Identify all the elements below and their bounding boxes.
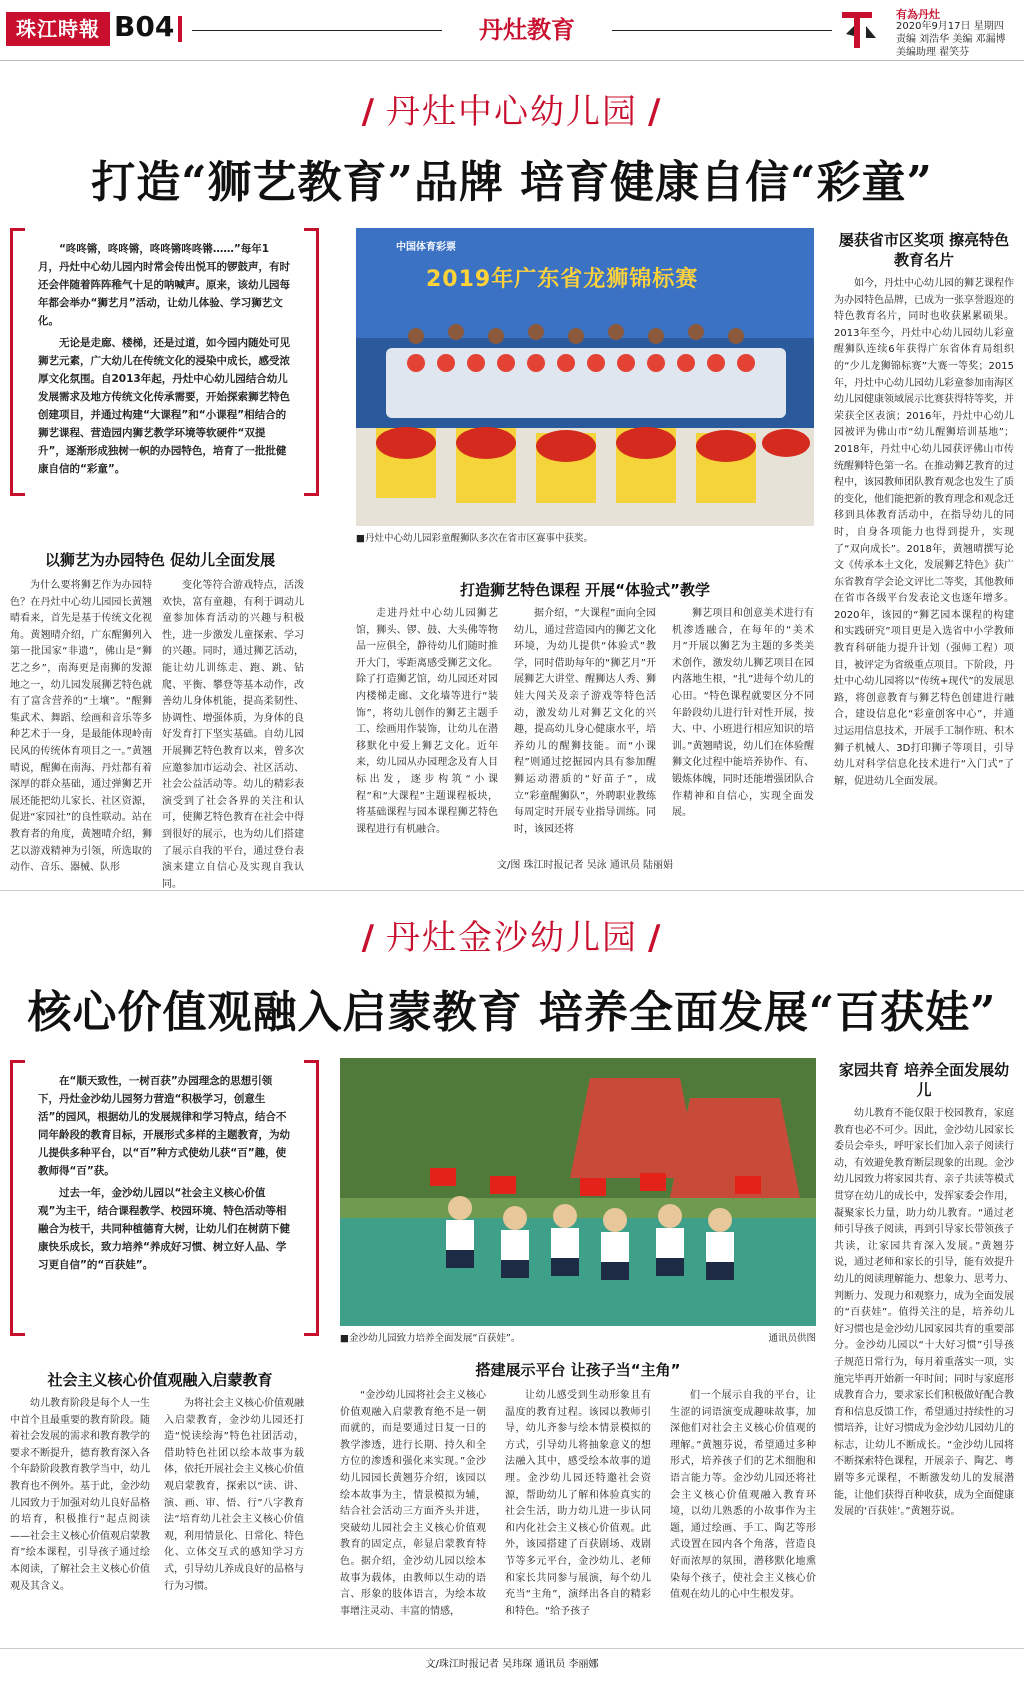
brand-logo-icon [838,6,884,52]
story-divider [0,890,1024,891]
story1-right-text: 如今，丹灶中心幼儿园的狮艺课程作为办园特色品牌，已成为一张享誉遐迩的特色教育名片，同时也收获累累硕果。2013年至今，丹灶中心幼儿园幼儿彩童醒狮队连续6年获得广东省体育局组织的“少儿龙狮锦标赛”大赛一等奖；2015年，丹灶中心幼儿园幼儿彩童参加南海区幼儿园健康领域展示比赛获得特等奖，并荣获全区表演；2016年，丹灶中心幼儿园被评为佛山市“幼儿醒狮培训基地”；2018年，丹灶中心幼儿园获评佛山市传统醒狮特色第一名。在推动狮艺教育的过程中，该园教师团队教育观念也发生了质的变化，他们能把新的教育理念和观念迁移到具体教育活动中，在指导幼儿的同时，自身各项能力也得到提升，实现了“双向成长”。2018年，黄翘晴撰写论文《传承本土文化，发展狮艺特色》获广东省教育学会论文评比二等奖，其他教师在省市各级平台发表论文也逐年增多。2020年，该园的“狮艺园本课程的构建和实践研究”项目更是入选省中小学教师教育科研能力提升计划（强师工程）项目，被评定为省级重点项目。下阶段，丹灶中心幼儿园将以“传统+现代”的发展思路，将创意教育与狮艺特色创建进行融合，建设信息化“彩童创客中心”，并通过运用信息技术，开展手工制作班、积木狮子机械人、3D打印狮子等项目，引导幼儿对科学信息化技术进行“入门式”了解，促进幼儿全面发展。 [834,278,1014,787]
story2-right-text: 幼儿教育不能仅限于校园教育，家庭教育也必不可少。因此，金沙幼儿园家长委员会牵头，呼吁家长们加入亲子阅读行动，有效避免教育断层现象的出现。金沙幼儿园致力将家园共育、亲子共读等模式贯穿在幼儿的成长中，发挥家委会作用，凝聚家长力量，助力幼儿教育。“通过老师引导孩子阅读，再到引导家长带领孩子共读，让家园共育深入发展。”黄翘芬说，通过老师和家长的引导，能有效提升幼儿的阅读理解能力、想象力、思考力、判断力、发现力和观察力，成为全面发展的“百获娃”。值得关注的是，培养幼儿好习惯也是金沙幼儿园家园共育的重要部分。金沙幼儿园以“十大好习惯”引导孩子规范日常行为，每月着重落实一项，实施完毕再开始新一年时间；同时与家庭形成教育合力，要求家长们积极做好配合教育和信息反馈工作，希望通过持续性的习惯培养，让好习惯成为金沙幼儿园幼儿的标志，让幼儿不断成长。“金沙幼儿园将不断探索特色课程，开展亲子、陶艺、粤剧等多元课程，不断激发幼儿的发展潜能，让他们获得百种收获，成为全面健康发展的‘百获娃’。”黄翘芬说。 [834,1108,1014,1518]
story1-lead [20,228,308,490]
story1-photo [356,228,814,526]
story1-lead-p2: 无论是走廊、楼梯，还是过道，如今园内随处可见狮艺元素，广大幼儿在传统文化的浸染中成长，感受浓厚文化氛围。自2013年起，丹灶中心幼儿园结合幼儿发展需求及地方传统文化传承需要，开始探索狮艺特色创建项目，并通过构建“大课程”和“小课程”相结合的狮艺课程、营造园内狮艺教学环境等软硬件“双提升”，逐渐形成独树一帜的办园特色，培育了一批批健康自信的“彩童”。 [38,337,290,475]
story2-section1-col2 [164,1396,304,1636]
story1-right-title: 屡获省市区奖项 擦亮特色教育名片 [838,231,1010,269]
header-bottom-rule [0,60,1024,61]
story1-byline: 文/图 珠江时报记者 吴泳 通讯员 陆丽娟 [496,860,674,871]
footer-rule [0,1648,1024,1649]
story1-right-col [834,276,1014,876]
story1-photo-caption: ■丹灶中心幼儿园彩童醒狮队多次在省市区赛事中获奖。 [356,533,593,544]
section-title: 丹灶教育 [479,15,575,44]
story2-section1-text1: 幼儿教育阶段是每个人一生中首个且最重要的教育阶段。随着社会发展的需求和教育教学的要求不断提升，德育教育深入各个年龄阶段教育教学当中，幼儿教育也不例外。基于此，金沙幼儿园致力于加强对幼儿良好品格的培育，积极推行“起点阅读——社会主义核心价值观启蒙教育”绘本课程，引导孩子通过绘本阅读，了解社会主义核心价值观及其含义。 [10,1398,150,1592]
editor-credit: 责编 刘浩华 美编 邓漏博 [896,34,1006,45]
story1-section1-col2 [162,578,304,890]
story1-kicker: / 丹灶中心幼儿园 / [361,92,663,132]
story2-kicker: / 丹灶金沙幼儿园 / [361,918,663,958]
photo-banner-text: 2019年广东省龙狮锦标赛 [426,267,699,292]
story1-kicker-text: 丹灶中心幼儿园 [386,92,638,132]
story1-section2-text1: 走进丹灶中心幼儿园狮艺馆，狮头、锣、鼓、大头佛等物品一应俱全，静待幼儿们随时推开大门，零距离感受狮艺文化。除了打造狮艺馆，幼儿园还对园内楼梯走廊、文化墙等进行“装饰”，将幼儿创作的狮艺主题手工、绘画用作装饰，让幼儿在潜移默化中爱上狮艺文化。近年来，幼儿园从办园理念及育人目标出发，逐步构筑“小课程”和“大课程”主题课程板块，将基础课程与园本课程狮艺特色课程进行有机融合。 [356,608,498,835]
page-number: B04 [114,10,175,43]
issue-date: 2020年9月17日 星期四 [896,21,1004,32]
story2-section2-col2 [505,1388,651,1638]
story1-section1-col1 [10,578,152,874]
story2-section2-col3 [670,1388,816,1638]
story1-section2-title: 打造狮艺特色课程 开展“体验式”教学 [460,581,710,599]
story1-section2-col3 [672,606,814,838]
story2-section2-text3: 们一个展示自我的平台，让生涩的词语演变成趣味故事，加深他们对社会主义核心价值观的理解。”黄翘芬说，希望通过多种形式，培养孩子们的艺术细胞和语言能力等。金沙幼儿园还将社会主义核心价值观融入教育环境，以幼儿熟悉的小故事作为主题，通过绘画、手工、陶艺等形式设置在园内各个角落，营造良好而浓厚的氛围，潜移默化地熏染每个孩子，使社会主义核心价值观在幼儿的心中生根发芽。 [670,1390,816,1601]
story2-headline: 核心价值观融入启蒙教育 培养全面发展“百获娃” [27,987,997,1038]
story1-section1-text2: 变化等符合游戏特点，活泼欢快，富有童趣，有利于调动儿童参加体育活动的兴趣与积极性，进一步激发儿童探索、学习的兴趣。同时，通过狮艺活动，能让幼儿训练走、跑、跳、钻爬、平衡、攀登等基本动作，改善幼儿身体机能，提高柔韧性、协调性、增强体质，为身体的良好发育打下坚实基础。自幼儿园开展狮艺特色教育以来，曾多次应邀参加市运动会、社区活动、社会公益活动等。幼儿的精彩表演受到了社会各界的关注和认可，使狮艺特色教育在社会中得到很好的展示，也为幼儿们搭建了展示自我的平台，通过登台表演来建立自信心及实现自我认同。 [162,580,304,890]
assistant-credit: 美编助理 翟笑芬 [896,47,970,58]
story2-photo-caption: ■金沙幼儿园致力培养全面发展“百获娃”。 [340,1333,521,1344]
story2-right-title: 家园共育 培养全面发展幼儿 [838,1061,1010,1099]
story2-section1-title: 社会主义核心价值观融入启蒙教育 [47,1371,273,1389]
header-rule-right [612,30,832,31]
story2-section1-text2: 为将社会主义核心价值观融入启蒙教育，金沙幼儿园还打造“悦读绘海”特色社团活动，借助特色社团以绘本故事为载体，依托开展社会主义核心价值观启蒙教育，探索以“读、讲、演、画、审、悟、行”八字教育法“培育幼儿社会主义核心价值观，利用情景化、日常化、特色化、立体交互式的感知学习方式，引导幼儿养成良好的品格与行为习惯。 [164,1398,304,1592]
header-divider [178,16,182,42]
story2-section2-col1 [340,1388,486,1638]
story2-right-col [834,1106,1014,1638]
story2-kicker-text: 丹灶金沙幼儿园 [386,918,638,958]
header-rule-left [192,30,442,31]
footer-byline: 文/珠江时报记者 吴玮琛 通讯员 李丽娜 [425,1659,599,1670]
story1-section2-text2: 据介绍，“大课程”面向全园幼儿，通过营造园内的狮艺文化环境，为幼儿提供“体验式”教学，同时借助每年的“狮艺月”开展狮艺大讲堂、醒狮达人秀、狮娃大闯关及亲子游戏等特色活动，激发幼儿对狮艺文化的兴趣，提高幼儿身心健康水平，培养幼儿的醒狮技能。而“小课程”则通过挖掘园内具有参加醒狮运动潜质的“好苗子”，成立“彩童醒狮队”，外聘职业教练每周定时开展专业指导训练。同时，该园还将 [514,608,656,835]
story2-lead [20,1060,308,1330]
story1-section2-text3: 狮艺项目和创意美术进行有机渗透融合，在每年的“美术月”开展以狮艺为主题的多类美术创作，激发幼儿狮艺项目在园内落地生根，“扎”进每个幼儿的心田。“特色课程就要区分不同年龄段幼儿进行针对性开展，按大、中、小班进行相应知识的培训。”黄翘晴说，幼儿们在体验醒狮文化过程中能培养协作、有、锻炼体魄，同时还能增强团队合作精神和自信心，实现全面发展。 [672,608,814,819]
story1-lead-p1: “咚咚锵，咚咚锵，咚咚锵咚咚锵……”每年1月，丹灶中心幼儿园内时常会传出悦耳的锣鼓声，有时还会伴随着阵阵稚气十足的呐喊声。原来，该幼儿园每年都会举办“狮艺月”活动，让幼儿体验、学习狮艺文化。 [38,243,290,327]
story2-section2-text2: 让幼儿感受到生动形象且有温度的教育过程。该园以教师引导，幼儿齐参与绘本情景模拟的方式，引导幼儿将抽象意义的想法融入其中，感受绘本故事的道理。金沙幼儿园还特邀社会资源，帮助幼儿了解和体验真实的社会生活，助力幼儿进一步认同和内化社会主义核心价值观。此外，该园搭建了百获剧场、戏剧节等多元平台，金沙幼儿、老师和家长共同参与展演，每个幼儿充当“主角”，演绎出各自的精彩和特色。“给予孩子 [505,1390,651,1617]
story1-section2-col2 [514,606,656,838]
story2-section1-col1 [10,1396,150,1636]
story2-lead-p2: 过去一年，金沙幼儿园以“社会主义核心价值观”为主干，结合课程教学、校园环境、特色活动等相融合为枝干，共同种植德育大树，让幼儿们在树荫下健康快乐成长，致力培养“养成好习惯、树立好人品、学习更自信”的“百获娃”。 [38,1187,290,1271]
story2-section2-title: 搭建展示平台 让孩子当“主角” [475,1361,681,1379]
story2-photo-credit: 通讯员供图 [768,1333,816,1344]
brand-name: 有為丹灶 [896,8,940,21]
story2-section2-text1: “金沙幼儿园将社会主义核心价值观融入启蒙教育绝不是一朝而就的，而是要通过日复一日的教学渗透，进行长期、持久和全方位的渗透和强化来实现。”金沙幼儿园园长黄翘芬介绍，该园以绘本故事为主，情景模拟为辅，结合社会活动三方面齐头并进，突破幼儿园社会主义核心价值观教育的固定点，彰显启蒙教育特色。据介绍，金沙幼儿园以绘本故事为载体，由教师以生动的语言、形象的肢体语言，为绘本故事增注灵动、丰富的情感， [340,1390,486,1617]
story2-lead-p1: 在“顺天致性，一树百获”办园理念的思想引领下，丹灶金沙幼儿园努力营造“积极学习，创意生活”的园风，根据幼儿的发展规律和学习特点，结合不同年龄段的教育目标，开展形式多样的主题教育，为幼儿提供多种平台，以“百”种方式使幼儿获“百”趣，使教师得“百”获。 [38,1075,290,1177]
story1-headline: 打造“狮艺教育”品牌 培育健康自信“彩童” [91,157,933,208]
story1-section1-text1: 为什么要将狮艺作为办园特色？在丹灶中心幼儿园园长黄翘晴看来，首先是基于传统文化视角。黄翘晴介绍，广东醒狮列入第一批国家“非遗”，佛山是“狮艺之乡”，南海更是南狮的发源地之一，幼儿园发展狮艺特色就有了富含营养的“土壤”。“醒狮集武术、舞蹈、绘画和音乐等多种艺术于一身，是最能体现岭南民风的传统体育项目之一。”黄翘晴说，醒狮在南海、丹灶都有着深厚的群众基础，通过弹狮艺开展还能把幼儿家长、社区资源，促进“家园社”的良性联动。站在教育者的角度，黄翘晴介绍，狮艺以游戏精神为引领，所选取的动作、音乐、器械、队形 [10,580,152,874]
photo-banner-small: 中国体育彩票 [396,242,456,253]
masthead-logo: 珠江時報 [6,12,110,46]
story2-photo [340,1058,816,1326]
story1-section1-title: 以狮艺为办园特色 促幼儿全面发展 [44,551,276,569]
story1-section2-col1 [356,606,498,838]
